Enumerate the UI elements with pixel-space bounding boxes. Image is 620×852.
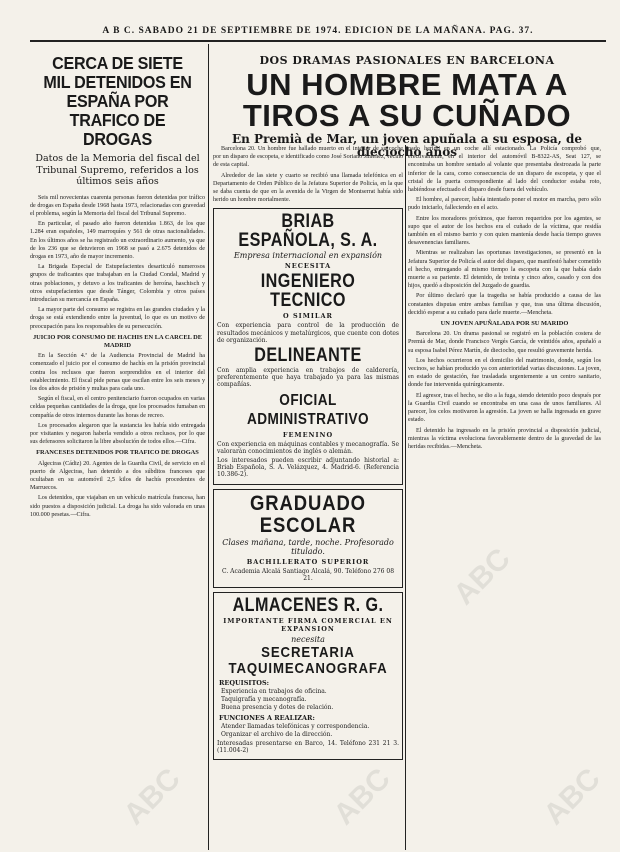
second-story-paragraph: El detenido ha ingresado en la prisión provincial a disposición judicial, mientras la víctima evoluciona favorablemente dentro de la gravedad de las heridas recibidas.—Mencheta.: [408, 427, 601, 450]
main-paragraph: Alrededor de las siete y cuarto se recibió una llamada telefónica en el Departamento de Orden Público de la Jefatura Superior de Policía, en la que se daba cuenta de que en la avenida de la Virgen de Montserrat había sido herido un hombre mortalmente.: [213, 172, 403, 204]
left-paragraph: Los detenidos, que viajaban en un vehículo matrícula francesa, han sido puestos a disposición judicial. La droga ha sido valorada en unas 100.000 pesetas.—Cifra.: [30, 495, 205, 518]
ad-graduado-text: Clases mañana, tarde, noche. Profesorado titulado.: [222, 537, 394, 556]
second-story-paragraph: El agresor, tras el hecho, se dio a la fuga, siendo detenido poco después por la Guardia Civil cuando se encontraba en una casa de unos familiares. Al parecer, los celos motivaron la agresión. La joven se halla ingresada en grave estado.: [408, 392, 601, 424]
ad-briab-text3: Con experiencia en máquinas contables y mecanografía. Se valorarán conocimientos de inglés o alemán.: [217, 440, 399, 455]
ad-briab-contact: Los interesados pueden escribir adjuntando historial a: Briab Española, S. A. Velázquez, 4. Madrid-6. (Referencia 10.386-2).: [217, 457, 399, 479]
main-deck: En Premià de Mar, un joven apuñala a su esposa, de dieciocho años: [232, 132, 582, 159]
left-paragraph: En la Sección 4.ª de la Audiencia Provincial de Madrid ha comenzado el juicio por el consumo de hachís en la prisión provincial contra los reclusos que fueron sorprendidos en el interior del establecimiento. El fiscal pide penas que oscilan entre los seis meses y los dos años de prisión y multas para cada uno.: [30, 353, 205, 392]
ad-almacenes-func-title: FUNCIONES A REALIZAR:: [219, 713, 315, 722]
left-subheadline: Datos de la Memoria del fiscal del Tribunal Supremo, referidos a los últimos seis años: [35, 153, 200, 187]
header-rule: [30, 40, 606, 42]
left-paragraph: Seis mil novecientas cuarenta personas fueron detenidas por tráfico de drogas en España desde 1968 hasta 1973, relacionadas con gravedad el problema, según la Memoria del fiscal del Tribunal Supremo.: [30, 194, 205, 217]
ad-briab-text2: Con amplia experiencia en trabajos de calderería, preferentemente que haya trabajado ya para las mismas compañías.: [217, 367, 399, 389]
main-headline: UN HOMBRE MATA A TIROS A SU CUÑADO: [242, 67, 572, 133]
second-story-paragraph: Barcelona 20. Un drama pasional se registró en la población costera de Premià de Mar, donde Francisco Vergés García, de veintidós años, apuñaló a su esposa Isabel Pérez Martín, de dieciocho, que resultó gravemente herida.: [408, 331, 601, 354]
left-section1-title: JUICIO POR CONSUMO DE HACHIS EN LA CARCEL DE MADRID: [32, 333, 203, 349]
watermark-mark: ABC: [327, 761, 397, 832]
ad-briab-title3-sub: FEMENINO: [282, 430, 334, 439]
left-paragraph: Según el fiscal, en el centro penitenciario fueron ocupados en varias celdas pequeñas cantidades de la droga, que los procesados fumaban en compañía de otros internos durante las horas de recreo.: [30, 396, 205, 419]
middle-column: [213, 145, 403, 850]
main-paragraph: nado herido en un coche allí estacionado. La Policía comprobó que, efectivamente, en el interior del automóvil B-8322-AS, Seat 127, se encontraba un hombre sentado al volante que presentaba destrozada la parte inferior de la cara, como consecuencia de un disparo de escopeta, y que el cristal de la puerta correspondiente al lado del conductor estaba roto, habiéndose efectuado el disparo desde fuera del vehículo.: [408, 146, 601, 194]
ad-briab-title1-sub: O SIMILAR: [283, 312, 333, 321]
ad-almacenes-req: Taquigrafía y mecanografía.: [221, 696, 307, 704]
ad-briab-title2: DELINEANTE: [254, 345, 362, 367]
main-story-start: [213, 145, 403, 204]
watermark-mark: ABC: [537, 761, 607, 832]
left-column-article: [30, 54, 205, 850]
ad-briab-tagline: Empresa internacional en expansión: [233, 251, 383, 261]
ad-briab-needs: NECESITA: [284, 262, 332, 271]
ad-almacenes-needs: necesita: [291, 635, 325, 645]
second-story-paragraph: Los hechos ocurrieron en el domicilio del matrimonio, donde, según los vecinos, se habían producido ya con anterioridad varias discusiones. La joven, en estado de gestación, fue trasladada urgentemente a un centro sanitario, donde fue intervenida quirúrgicamente.: [408, 357, 601, 389]
ad-graduado-title: GRADUADO ESCOLAR: [250, 491, 366, 537]
watermark-mark: ABC: [447, 541, 517, 612]
ad-briab-company: BRIAB ESPAÑOLA, S. A.: [238, 211, 378, 252]
ad-briab-title1: INGENIERO TECNICO: [260, 271, 356, 312]
left-section2-title: FRANCESES DETENIDOS POR TRAFICO DE DROGAS: [36, 449, 199, 457]
ad-almacenes-req: Experiencia en trabajos de oficina.: [221, 688, 327, 696]
left-paragraph: Los procesados alegaron que la sustancia les había sido entregada por visitantes y negaron haberla vendido a otros reclusos, por lo que sus defensores solicitaron la libre absolución de todos ellos.—Cifra.: [30, 422, 205, 446]
right-section-title: UN JOVEN APUÑALADA POR SU MARIDO: [440, 320, 569, 328]
ad-almacenes-req: Buena presencia y dotes de relación.: [221, 704, 334, 712]
ad-briab: [213, 208, 403, 484]
ad-almacenes-company: ALMACENES R. G.: [232, 595, 384, 617]
ad-almacenes-func: Organizar el archivo de la dirección.: [221, 730, 333, 738]
right-column: [408, 145, 601, 850]
main-paragraph: Entre los moradores próximos, que fueron requeridos por los agentes, se supo que el autor de los hechos era el cuñado de la víctima, que residía también en el mismo barrio y con quien mantenía desde hacía tiempo graves desavenencias familiares.: [408, 215, 601, 247]
left-paragraph: La Brigada Especial de Estupefacientes desarticuló numerosos grupos de traficantes que trabajaban en la Ciudad Condal, Madrid y otras poblaciones, y detuvo a los traficantes de heroína, haschisch y otros estupefacientes que desde Tánger, Colombia y otros países introducían su mercancía en España.: [30, 264, 205, 303]
column-rule-center: [405, 145, 406, 850]
ad-briab-title3: OFICIAL ADMINISTRATIVO: [246, 391, 370, 428]
main-paragraph: El hombre, al parecer, había intentado poner el motor en marcha, pero sólo pudo iniciarlo, falleciendo en el acto.: [408, 197, 601, 212]
left-body: [30, 194, 205, 520]
left-headline: CERCA DE SIETE MIL DETENIDOS EN ESPAÑA POR TRAFICO DE DROGAS: [43, 54, 192, 149]
ad-almacenes-func: Atender llamadas telefónicas y correspondencia.: [221, 722, 370, 730]
ad-almacenes-tagline: IMPORTANTE FIRMA COMERCIAL EN EXPANSION: [223, 617, 393, 634]
page-header: A B C. SABADO 21 DE SEPTIEMBRE DE 1974. EDICION DE LA MAÑANA. PAG. 37.: [102, 26, 534, 36]
left-paragraph: Algeciras (Cádiz) 20. Agentes de la Guardia Civil, de servicio en el puerto de Algeciras, han detenido a dos súbditos franceses que ocultaban en su automóvil 2,5 kilos de hachís procedentes de Marruecos.: [30, 460, 205, 492]
main-paragraph: Por último declaró que la tragedia se había producido a causa de las constantes disputas entre ambas familias y que, tras una última discusión, decidió esperar a su cuñado para darle muerte.—Mencheta.: [408, 293, 601, 316]
watermark-mark: ABC: [117, 761, 187, 832]
ad-graduado: [213, 489, 403, 588]
ad-graduado-contact: C. Academia Alcalá Santiago Alcalá, 90. Teléfono 276 08 21.: [221, 567, 395, 582]
main-story-continued: [408, 145, 601, 451]
column-rule-left: [208, 44, 209, 850]
ad-graduado-label: BACHILLERATO SUPERIOR: [246, 557, 370, 566]
ad-almacenes-title: SECRETARIA TAQUIMECANOGRAFA: [228, 644, 388, 678]
ad-almacenes-req-title: REQUISITOS:: [219, 679, 270, 688]
ad-almacenes-contact: Interesadas presentarse en Barco, 14. Teléfono 231 21 3. (11.004-2): [217, 740, 399, 755]
left-paragraph: La mayor parte del consumo se registra en las grandes ciudades y la droga se está extendiendo entre la juventud, lo que es un motivo de preocupación para los responsables de su persecución.: [30, 307, 205, 330]
left-paragraph: En particular, el pasado año fueron detenidas 1.863, de los que 1.284 eran españoles, 149 marroquíes y 561 de otras nacionalidades. En los últimos años se ha registrado un extraordinario aumento, ya que de los 236 que se detuvieron en 1968 se pasó a 2.675 detenidos de drogas en 1973, año de mayor incremento.: [30, 221, 205, 260]
main-paragraph: Barcelona 20. Un hombre fue hallado muerto en el interior de su coche por un disparo de escopeta, e identificado como José Soriano Jiménez, vecino de esta capital.: [213, 146, 403, 169]
ad-almacenes: [213, 592, 403, 760]
main-kicker: DOS DRAMAS PASIONALES EN BARCELONA: [259, 54, 555, 67]
main-paragraph: Mientras se realizaban las oportunas investigaciones, se presentó en la Jefatura Superior de Policía el autor del disparo, que manifestó haber cometido el hecho, entregando al mismo tiempo la escopeta con la que había dado muerte a su pariente. El detenido, de treinta y cinco años, casado y con dos hijos, quedó a disposición del Juzgado de guardia.: [408, 250, 601, 290]
ad-briab-text1: Con experiencia para control de la producción de resultados mecánicos y metalúrgicos, que cuente con dotes de organización.: [217, 322, 399, 344]
